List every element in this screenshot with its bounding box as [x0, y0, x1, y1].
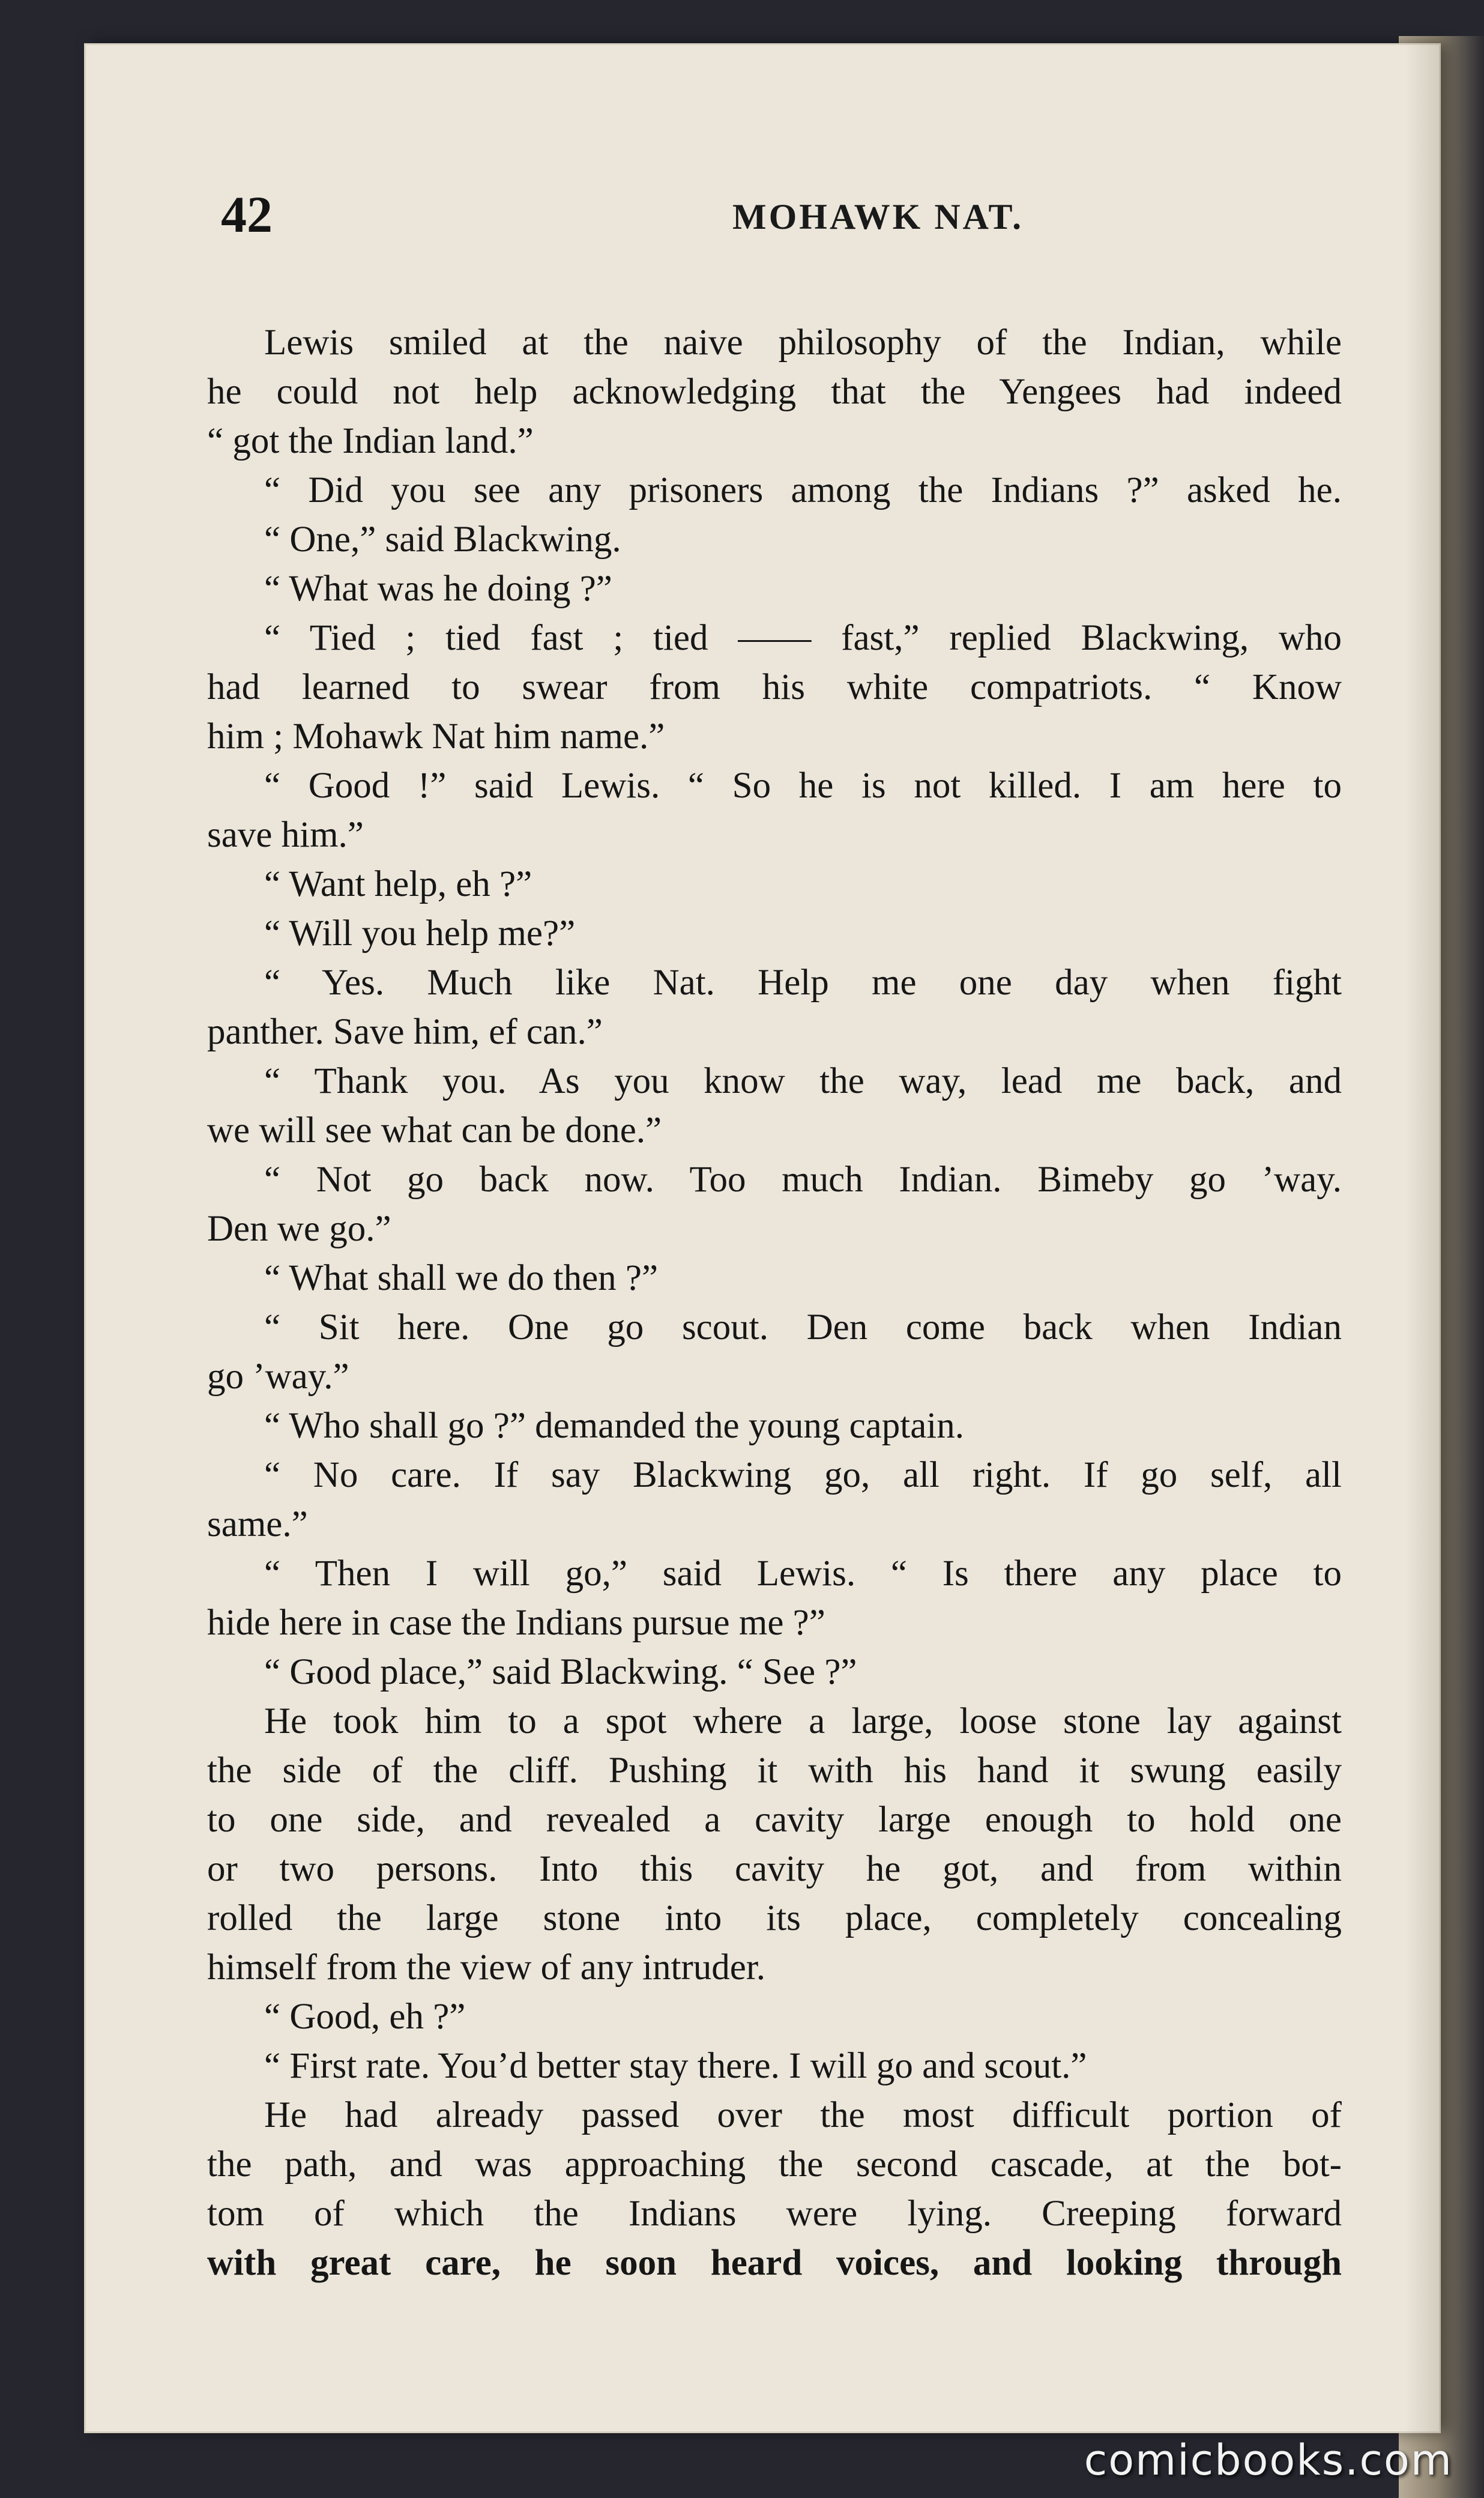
text-line: or two persons. Into this cavity he got, and from within: [207, 1849, 1342, 1889]
text-line: “ Thank you. As you know the way, lead me back, and: [264, 1061, 1342, 1101]
text-line: tom of which the Indians were lying. Creeping forward: [207, 2194, 1342, 2234]
book-page: [84, 43, 1441, 2433]
text-line: He had already passed over the most difficult portion of: [264, 2095, 1342, 2135]
text-line: He took him to a spot where a large, loose stone lay against: [264, 1701, 1342, 1741]
text-line: “ Yes. Much like Nat. Help me one day when fight: [264, 963, 1342, 1003]
body-text: [207, 318, 1342, 2288]
text-line: “ Who shall go ?” demanded the young captain.: [264, 1406, 964, 1446]
text-line: “ No care. If say Blackwing go, all right. If go self, all: [264, 1455, 1342, 1495]
text-line: “ What shall we do then ?”: [264, 1258, 659, 1298]
page-number: 42: [221, 186, 273, 243]
text-line: “ Sit here. One go scout. Den come back when Indian: [264, 1307, 1342, 1347]
text-line: rolled the large stone into its place, completely concealing: [207, 1898, 1342, 1938]
running-title: MOHAWK NAT.: [732, 197, 1024, 237]
text-line: him ; Mohawk Nat him name.”: [207, 716, 665, 757]
text-line: go ’way.”: [207, 1356, 349, 1397]
text-line: hide here in case the Indians pursue me ?”: [207, 1603, 825, 1643]
text-line: “ First rate. You’d better stay there. I will go and scout.”: [264, 2046, 1087, 2086]
text-line: “ Good place,” said Blackwing. “ See ?”: [264, 1652, 857, 1692]
text-line: “ Want help, eh ?”: [264, 864, 532, 904]
text-line: panther. Save him, ef can.”: [207, 1012, 603, 1052]
text-line: Lewis smiled at the naive philosophy of the Indian, while: [264, 322, 1342, 363]
text-line: “ What was he doing ?”: [264, 569, 612, 609]
text-line: the path, and was approaching the second cascade, at the bot-: [207, 2144, 1342, 2185]
text-line: “ Good !” said Lewis. “ So he is not killed. I am here to: [264, 766, 1342, 806]
text-line: “ Tied ; tied fast ; tied —— fast,” replied Blackwing, who: [264, 618, 1342, 658]
text-line: Den we go.”: [207, 1209, 391, 1249]
text-line: same.”: [207, 1504, 308, 1544]
text-line: “ Then I will go,” said Lewis. “ Is there any place to: [264, 1553, 1342, 1594]
text-line: “ Good, eh ?”: [264, 1997, 466, 2037]
text-line: the side of the cliff. Pushing it with his hand it swung easily: [207, 1750, 1342, 1791]
running-head: [84, 187, 1441, 241]
text-line: save him.”: [207, 815, 364, 855]
text-line: “ Did you see any prisoners among the Indians ?” asked he.: [264, 470, 1342, 510]
text-line: himself from the view of any intruder.: [207, 1947, 766, 1988]
text-line: he could not help acknowledging that the Yengees had indeed: [207, 372, 1342, 412]
text-line: had learned to swear from his white compatriots. “ Know: [207, 667, 1342, 707]
text-line: “ One,” said Blackwing.: [264, 519, 621, 560]
text-line: “ Will you help me?”: [264, 913, 576, 954]
text-line: we will see what can be done.”: [207, 1110, 662, 1151]
watermark: comicbooks.com: [1084, 2436, 1453, 2485]
text-line: “ got the Indian land.”: [207, 421, 534, 461]
text-line: “ Not go back now. Too much Indian. Bimeby go ’way.: [264, 1160, 1342, 1200]
text-line: with great care, he soon heard voices, and looking through: [207, 2243, 1342, 2283]
text-line: to one side, and revealed a cavity large enough to hold one: [207, 1800, 1342, 1840]
